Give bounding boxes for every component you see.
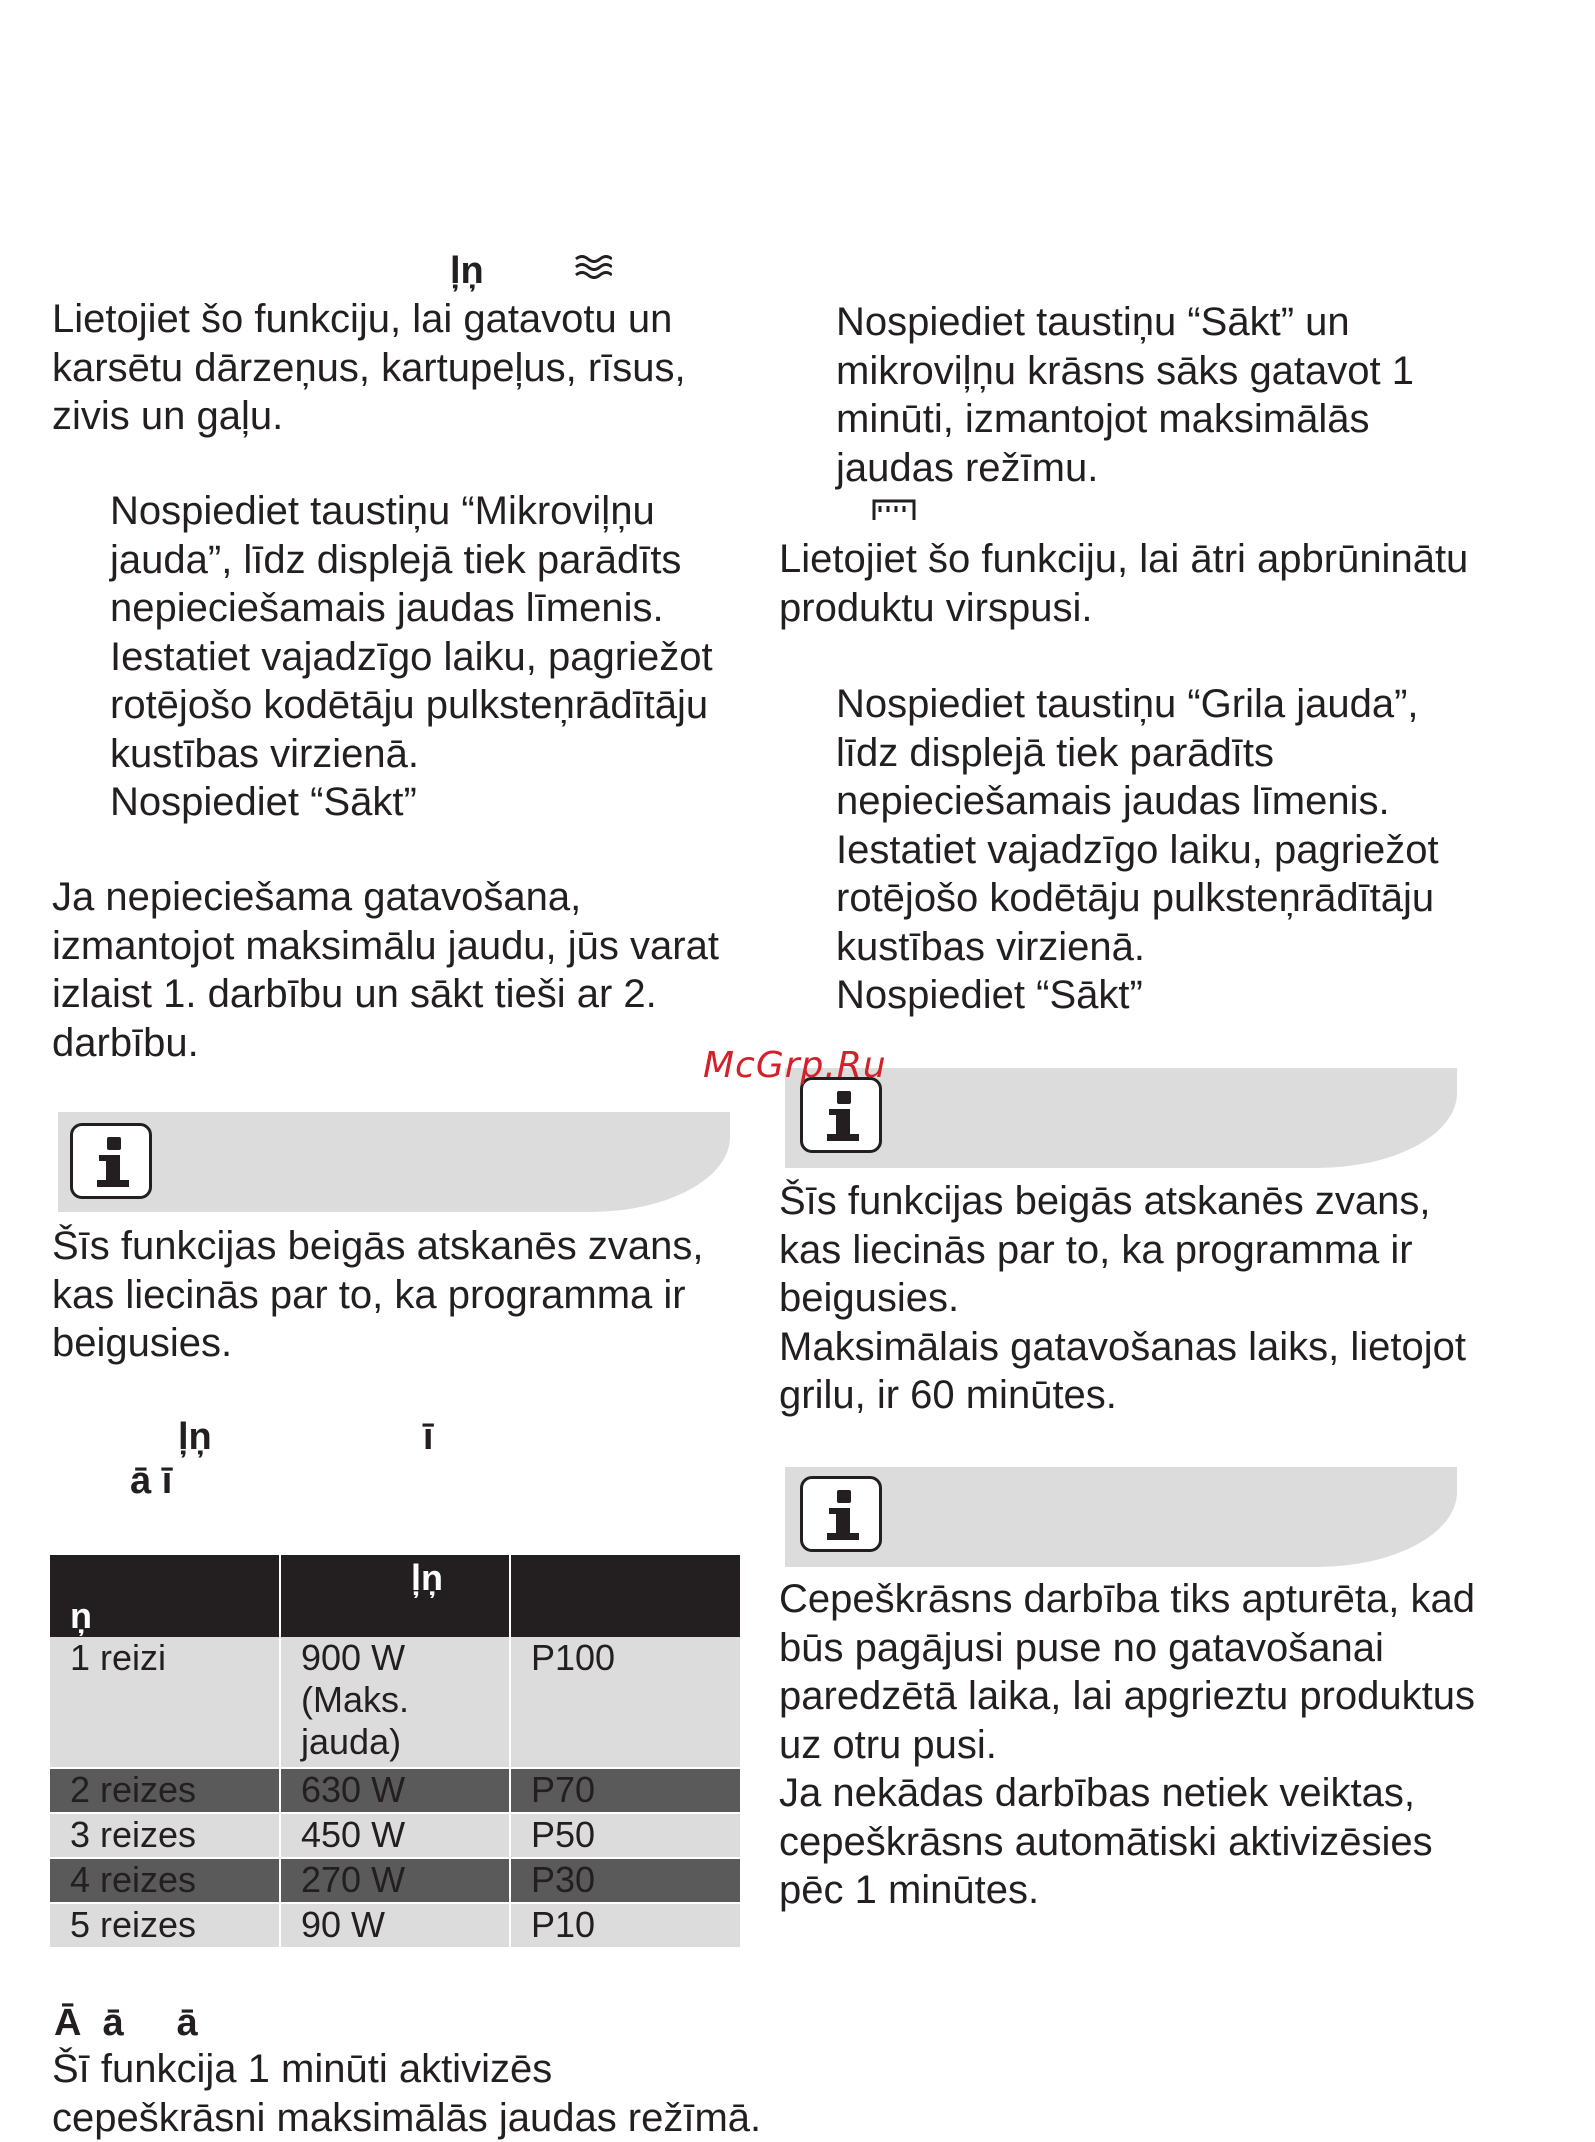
row-level: P70: [510, 1768, 741, 1813]
row-power: 90 W: [280, 1903, 510, 1948]
row-count: 5 reizes: [50, 1903, 280, 1948]
info-icon: [70, 1123, 152, 1199]
column-header-power: ļņ: [280, 1555, 510, 1637]
table-row: [50, 1858, 741, 1903]
grill-info-text: Šīs funkcijas beigās atskanēs zvans, kas liecinās par to, ka programma ir beigusies. Maksimālais gatavošanas laiks, lietojot grilu, ir 60 minūtes.: [779, 1179, 1466, 1417]
table-row: [50, 1813, 741, 1858]
table-row: [50, 1637, 741, 1768]
row-count: 3 reizes: [50, 1813, 280, 1858]
column-header-level: [510, 1555, 741, 1637]
row-count: 2 reizes: [50, 1768, 280, 1813]
row-count: 4 reizes: [50, 1858, 280, 1903]
microwave-heading: ļņ: [450, 250, 484, 292]
row-level: P30: [510, 1858, 741, 1903]
microwave-intro: Lietojiet šo funkciju, lai gatavotu un karsētu dārzeņus, kartupeļus, rīsus, zivis un gaļu.: [52, 297, 686, 438]
power-table-heading-line1: ļņ ī: [178, 1416, 434, 1458]
info-band: [785, 1467, 1457, 1567]
max-power-note: Ja nepieciešama gatavošana, izmantojot maksimālu jaudu, jūs varat izlaist 1. darbību un sākt tieši ar 2. darbību.: [52, 875, 719, 1065]
quick-start-steps: Nospiediet taustiņu “Sākt” un mikroviļņu krāsns sāks gatavot 1 minūti, izmantojot maksimālās jaudas režīmu.: [836, 300, 1415, 490]
grill-icon: [872, 498, 916, 527]
row-count: 1 reizi: [50, 1637, 280, 1768]
grill-intro: Lietojiet šo funkciju, lai ātri apbrūninātu produktu virspusi.: [779, 537, 1469, 630]
info-icon: [800, 1077, 882, 1153]
info-text: Šīs funkcijas beigās atskanēs zvans, kas liecinās par to, ka programma ir beigusies.: [52, 1224, 704, 1365]
info-band: [58, 1112, 730, 1212]
table-header-row: [50, 1555, 741, 1637]
row-power: 630 W: [280, 1768, 510, 1813]
grill-steps: Nospiediet taustiņu “Grila jauda”, līdz displejā tiek parādīts nepieciešamais jaudas līmenis. Iestatiet vajadzīgo laiku, pagriežot rotējošo kodētāju pulksteņrādītāju kustības virzienā. Nospiediet “Sākt”: [836, 682, 1439, 1017]
quick-start-heading: Ā ā ā: [54, 2002, 198, 2044]
info-icon: [800, 1476, 882, 1552]
row-power: 270 W: [280, 1858, 510, 1903]
power-table-heading-line2: ā ī: [130, 1460, 173, 1502]
row-power: 900 W (Maks. jauda): [280, 1637, 510, 1768]
microwave-steps: Nospiediet taustiņu “Mikroviļņu jauda”, līdz displejā tiek parādīts nepieciešamais jaudas līmenis. Iestatiet vajadzīgo laiku, pagriežot rotējošo kodētāju pulksteņrādītāju kustības virzienā. Nospiediet “Sākt”: [110, 489, 713, 824]
power-levels-table: [50, 1555, 742, 1949]
table-row: [50, 1768, 741, 1813]
row-level: P100: [510, 1637, 741, 1768]
microwave-waves-icon: [574, 254, 612, 285]
table-row: [50, 1903, 741, 1948]
quick-start-text: Šī funkcija 1 minūti aktivizēs cepeškrāsni maksimālās jaudas režīmā.: [52, 2047, 762, 2140]
column-header-count: ņ: [50, 1555, 280, 1637]
row-power: 450 W: [280, 1813, 510, 1858]
turn-food-info-text: Cepeškrāsns darbība tiks apturēta, kad būs pagājusi puse no gatavošanai paredzētā laika, lai apgrieztu produktus uz otru pusi. Ja nekādas darbības netiek veiktas, cepeškrāsns automātiski aktivizēsies pēc 1 minūtes.: [779, 1577, 1475, 1912]
watermark: McGrp.Ru: [703, 1045, 887, 1086]
row-level: P10: [510, 1903, 741, 1948]
row-level: P50: [510, 1813, 741, 1858]
